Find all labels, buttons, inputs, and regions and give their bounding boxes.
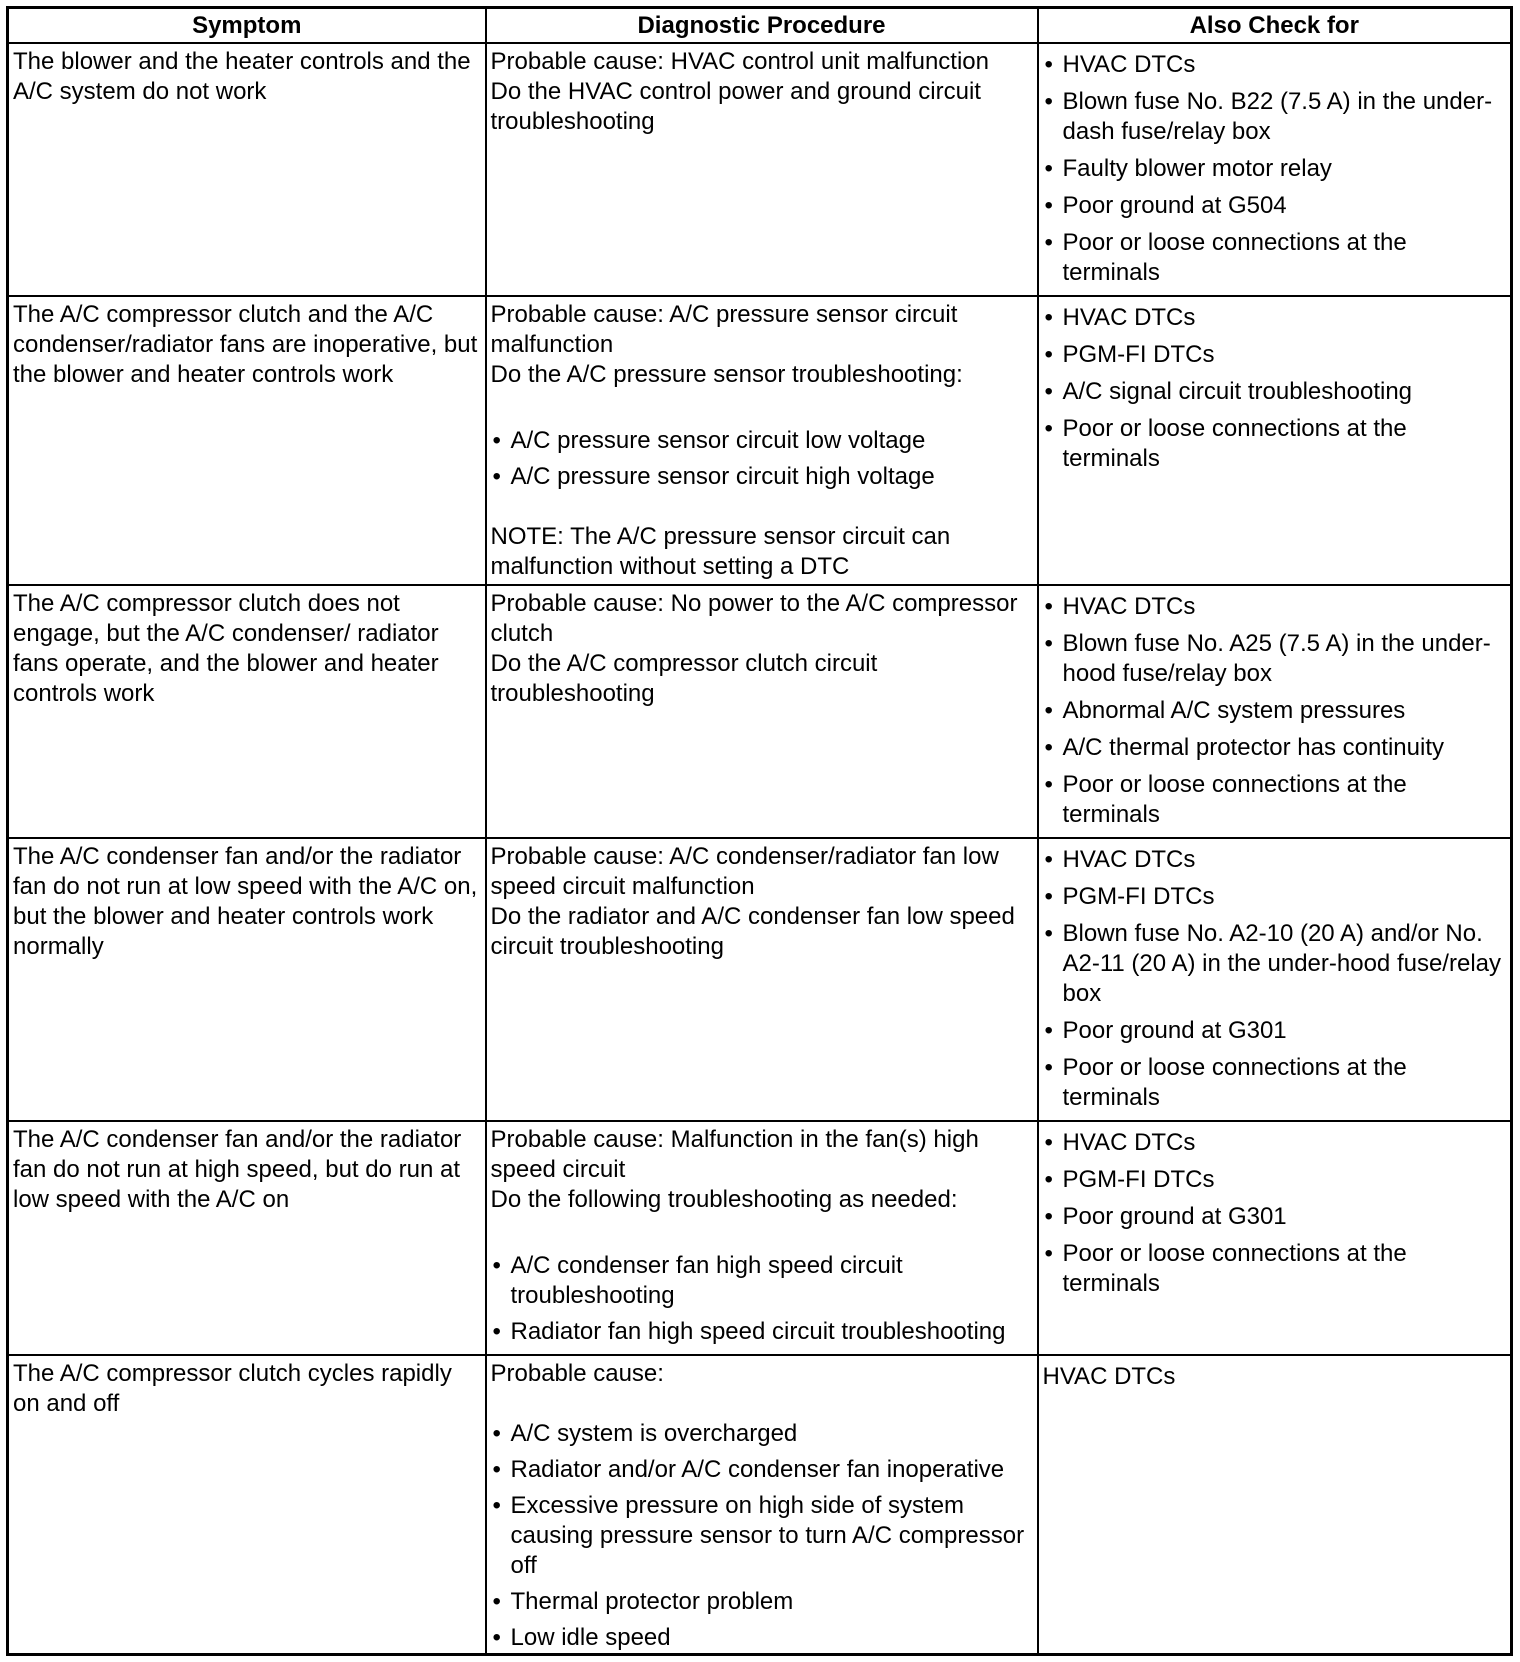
also-check-cell (1038, 585, 1512, 838)
check-item: • Poor ground at G504 (1043, 191, 1507, 221)
procedure-cell (486, 296, 1038, 585)
symptom-cell (8, 296, 486, 585)
also-check-cell (1038, 838, 1512, 1121)
check-item: • PGM-FI DTCs (1043, 882, 1507, 912)
procedure-bullet: • A/C condenser fan high speed circuit troubleshooting (491, 1251, 1033, 1311)
procedure-line: Do the HVAC control power and ground circuit troubleshooting (490, 78, 981, 135)
procedure-bullet: • A/C pressure sensor circuit low voltage (491, 426, 1033, 456)
symptom-cell (8, 1355, 486, 1655)
symptom-text: The blower and the heater controls and the A/C system do not work (13, 48, 471, 105)
procedure-note: NOTE: The A/C pressure sensor circuit can malfunction without setting a DTC (490, 523, 951, 580)
procedure-bullet-list (491, 426, 1033, 492)
procedure-line: Do the following troubleshooting as needed: (490, 1186, 958, 1213)
check-item: • HVAC DTCs (1043, 1128, 1507, 1158)
symptom-text: The A/C compressor clutch does not engage, but the A/C condenser/ radiator fans operate, and the blower and heater controls work (13, 590, 439, 707)
header-row (8, 8, 1512, 44)
table-row (8, 1121, 1512, 1355)
check-text: HVAC DTCs (1042, 1363, 1176, 1390)
symptom-cell (8, 43, 486, 296)
troubleshooting-table (6, 6, 1513, 1656)
also-check-cell (1038, 296, 1512, 585)
check-item: • HVAC DTCs (1043, 303, 1507, 333)
also-check-cell (1038, 1355, 1512, 1655)
symptom-text: The A/C compressor clutch and the A/C condenser/radiator fans are inoperative, but the blower and heater controls work (13, 301, 478, 388)
check-list (1043, 50, 1507, 288)
procedure-bullet: • Excessive pressure on high side of system causing pressure sensor to turn A/C compressor off (491, 1491, 1033, 1581)
table-row (8, 43, 1512, 296)
check-item: • Poor ground at G301 (1043, 1202, 1507, 1232)
check-item: • HVAC DTCs (1043, 845, 1507, 875)
header-symptom: Symptom (8, 8, 486, 44)
symptom-text: The A/C condenser fan and/or the radiator fan do not run at high speed, but do run at low speed with the A/C on (13, 1126, 462, 1213)
check-list (1043, 592, 1507, 830)
check-item: • Blown fuse No. B22 (7.5 A) in the under-dash fuse/relay box (1043, 87, 1507, 147)
check-item: • Poor or loose connections at the terminals (1043, 228, 1507, 288)
procedure-line: Probable cause: Malfunction in the fan(s) high speed circuit (490, 1126, 979, 1183)
symptom-cell (8, 838, 486, 1121)
table-row (8, 585, 1512, 838)
header-also-check-for: Also Check for (1038, 8, 1512, 44)
symptom-text: The A/C compressor clutch cycles rapidly on and off (13, 1360, 452, 1417)
procedure-cell (486, 838, 1038, 1121)
procedure-cell (486, 1355, 1038, 1655)
procedure-line: Do the A/C compressor clutch circuit troubleshooting (490, 650, 878, 707)
also-check-cell (1038, 43, 1512, 296)
check-item: • Poor or loose connections at the terminals (1043, 770, 1507, 830)
table-row (8, 838, 1512, 1121)
procedure-cell (486, 1121, 1038, 1355)
procedure-line: Probable cause: A/C condenser/radiator fan low speed circuit malfunction (490, 843, 999, 900)
check-list (1043, 1128, 1507, 1299)
procedure-bullet-list (491, 1419, 1033, 1653)
symptom-text: The A/C condenser fan and/or the radiator fan do not run at low speed with the A/C on, but the blower and heater controls work normally (13, 843, 478, 960)
procedure-bullet: • A/C system is overcharged (491, 1419, 1033, 1449)
procedure-bullet: • Radiator fan high speed circuit troubleshooting (491, 1317, 1033, 1347)
procedure-line: Do the radiator and A/C condenser fan low speed circuit troubleshooting (490, 903, 1015, 960)
check-item: • Blown fuse No. A2-10 (20 A) and/or No. A2-11 (20 A) in the under-hood fuse/relay box (1043, 919, 1507, 1009)
check-item: • Blown fuse No. A25 (7.5 A) in the under-hood fuse/relay box (1043, 629, 1507, 689)
check-item: • Poor or loose connections at the terminals (1043, 1239, 1507, 1299)
procedure-line: Probable cause: HVAC control unit malfunction (490, 48, 989, 75)
procedure-bullet: • Radiator and/or A/C condenser fan inoperative (491, 1455, 1033, 1485)
procedure-line: Do the A/C pressure sensor troubleshooting: (490, 361, 963, 388)
check-item: • A/C signal circuit troubleshooting (1043, 377, 1507, 407)
procedure-bullet: • Low idle speed (491, 1623, 1033, 1653)
table-row (8, 296, 1512, 585)
symptom-cell (8, 585, 486, 838)
check-list (1043, 303, 1507, 474)
check-item: • Abnormal A/C system pressures (1043, 696, 1507, 726)
symptom-cell (8, 1121, 486, 1355)
table-row (8, 1355, 1512, 1655)
procedure-line: Probable cause: A/C pressure sensor circuit malfunction (490, 301, 958, 358)
check-item: • PGM-FI DTCs (1043, 1165, 1507, 1195)
check-item: • HVAC DTCs (1043, 592, 1507, 622)
header-diagnostic-procedure: Diagnostic Procedure (486, 8, 1038, 44)
procedure-bullet: • A/C pressure sensor circuit high voltage (491, 462, 1033, 492)
check-list (1043, 845, 1507, 1113)
procedure-bullet: • Thermal protector problem (491, 1587, 1033, 1617)
check-item: • Faulty blower motor relay (1043, 154, 1507, 184)
procedure-line: Probable cause: (490, 1360, 664, 1387)
procedure-cell (486, 43, 1038, 296)
procedure-bullet-list (491, 1251, 1033, 1347)
procedure-cell (486, 585, 1038, 838)
also-check-cell (1038, 1121, 1512, 1355)
check-item: • Poor or loose connections at the terminals (1043, 1053, 1507, 1113)
check-item: • PGM-FI DTCs (1043, 340, 1507, 370)
check-item: • HVAC DTCs (1043, 50, 1507, 80)
check-item: • Poor ground at G301 (1043, 1016, 1507, 1046)
check-item: • A/C thermal protector has continuity (1043, 733, 1507, 763)
check-item: • Poor or loose connections at the terminals (1043, 414, 1507, 474)
procedure-line: Probable cause: No power to the A/C compressor clutch (490, 590, 1018, 647)
